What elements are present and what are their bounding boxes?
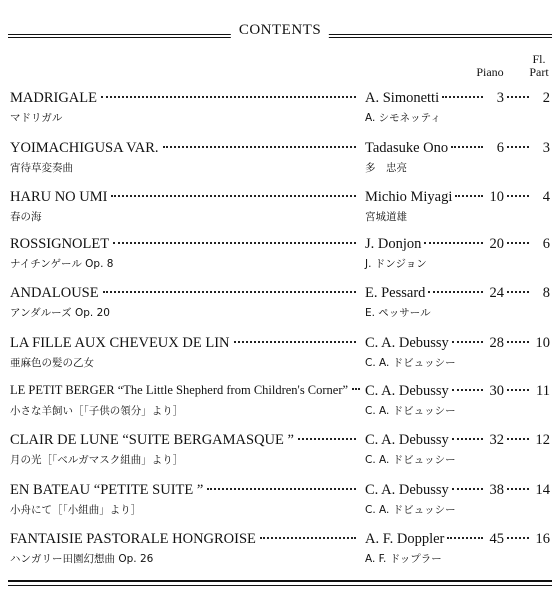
entry-subtitle-jp: 月の光［「ベルガマスク組曲」より］	[10, 454, 184, 466]
leader-dots	[507, 488, 529, 490]
entry-composer-jp: 多 忠亮	[365, 162, 407, 174]
entry-composer: C. A. Debussy	[365, 383, 449, 399]
contents-entry	[10, 335, 550, 375]
entry-title-line	[10, 189, 360, 207]
entry-subtitle-jp: マドリガル	[10, 112, 63, 124]
entry-title-line	[10, 531, 360, 549]
leader-dots	[507, 242, 529, 244]
entry-composer: J. Donjon	[365, 236, 422, 252]
leader-dots	[260, 537, 356, 539]
page-title: CONTENTS	[231, 22, 329, 39]
entry-composer: C. A. Debussy	[365, 335, 449, 351]
entry-composer-jp: J. ドンジョン	[365, 258, 427, 270]
leader-dots	[298, 438, 356, 440]
entry-title: FANTAISIE PASTORALE HONGROISE	[10, 531, 256, 547]
entry-composer-line	[365, 482, 550, 499]
flute-page-number: 14	[535, 482, 550, 498]
entry-title-line	[10, 432, 360, 450]
entry-title-line	[10, 90, 360, 108]
leader-dots	[507, 96, 529, 98]
entry-subtitle-jp: 宵待草変奏曲	[10, 162, 73, 174]
leader-dots	[103, 291, 356, 293]
flute-header-line2: Part	[529, 65, 549, 79]
leader-dots	[507, 438, 529, 440]
piano-page-number: 28	[489, 335, 504, 351]
entry-composer-jp: C. A. ドビュッシー	[365, 357, 456, 369]
entry-title-line	[10, 383, 360, 401]
contents-entry	[10, 482, 550, 522]
entry-composer-line	[365, 285, 550, 302]
leader-dots	[101, 96, 356, 98]
piano-page-number: 32	[489, 432, 504, 448]
entry-composer: C. A. Debussy	[365, 482, 449, 498]
contents-entry	[10, 531, 550, 571]
entry-composer: A. F. Doppler	[365, 531, 445, 547]
leader-dots	[452, 341, 483, 343]
piano-page-number: 3	[496, 90, 504, 106]
contents-entry	[10, 432, 550, 472]
flute-page-number: 11	[536, 383, 550, 399]
leader-dots	[113, 242, 356, 244]
leader-dots	[507, 195, 529, 197]
entry-composer-jp: E. ペッサール	[365, 307, 431, 319]
entry-title-line	[10, 140, 360, 158]
entry-title-line	[10, 482, 360, 500]
entry-title: LE PETIT BERGER “The Little Shepherd from Children's Corner”	[10, 383, 349, 397]
entry-composer-jp: C. A. ドビュッシー	[365, 405, 456, 417]
entry-title-line	[10, 285, 360, 303]
flute-page-number: 3	[542, 140, 550, 156]
entry-composer: Tadasuke Ono	[365, 140, 449, 156]
leader-dots	[111, 195, 356, 197]
bottom-rule-thin	[8, 585, 552, 586]
entry-composer-line	[365, 531, 550, 548]
flute-page-number: 12	[535, 432, 550, 448]
entry-composer: Michio Miyagi	[365, 189, 453, 205]
entry-composer: C. A. Debussy	[365, 432, 449, 448]
piano-page-number: 30	[489, 383, 504, 399]
entry-title: ANDALOUSE	[10, 285, 99, 301]
leader-dots	[428, 291, 483, 293]
bottom-rule-thick	[8, 580, 552, 582]
entry-subtitle-jp: 春の海	[10, 211, 42, 223]
entry-composer-jp: 宮城道雄	[365, 211, 407, 223]
entry-composer-jp: C. A. ドビュッシー	[365, 504, 456, 516]
entry-subtitle-jp: 亜麻色の髪の乙女	[10, 357, 94, 369]
entry-title: HARU NO UMI	[10, 189, 108, 205]
entry-composer-line	[365, 140, 550, 157]
contents-title-bar	[8, 22, 552, 48]
leader-dots	[424, 242, 483, 244]
piano-page-number: 24	[489, 285, 504, 301]
entry-title: MADRIGALE	[10, 90, 97, 106]
piano-page-number: 45	[489, 531, 504, 547]
flute-page-number: 16	[535, 531, 550, 547]
leader-dots	[507, 389, 529, 391]
flute-header-line1: Fl.	[532, 52, 546, 66]
leader-dots	[451, 146, 483, 148]
leader-dots	[507, 146, 529, 148]
leader-dots	[507, 341, 529, 343]
entry-composer-line	[365, 236, 550, 253]
contents-entry	[10, 189, 550, 229]
flute-page-number: 2	[542, 90, 550, 106]
piano-page-number: 10	[489, 189, 504, 205]
leader-dots	[447, 537, 483, 539]
flute-column-header	[522, 53, 556, 79]
entry-composer-line	[365, 383, 550, 400]
entry-composer-jp: C. A. ドビュッシー	[365, 454, 456, 466]
entry-subtitle-jp: ナイチンゲール Op. 8	[10, 258, 114, 270]
leader-dots	[452, 389, 483, 391]
leader-dots	[507, 537, 529, 539]
entry-subtitle-jp: アンダルーズ Op. 20	[10, 307, 110, 319]
entry-title: ROSSIGNOLET	[10, 236, 110, 252]
contents-entry	[10, 90, 550, 130]
leader-dots	[163, 146, 356, 148]
leader-dots	[452, 438, 483, 440]
contents-entry	[10, 383, 550, 423]
leader-dots	[352, 388, 360, 390]
piano-column-header: Piano	[476, 65, 504, 79]
leader-dots	[455, 195, 483, 197]
entry-title-line	[10, 236, 360, 254]
entry-subtitle-jp: ハンガリー田園幻想曲 Op. 26	[10, 553, 154, 565]
leader-dots	[234, 341, 357, 343]
leader-dots	[507, 291, 529, 293]
entry-subtitle-jp: 小さな羊飼い［「子供の領分」より］	[10, 405, 184, 417]
leader-dots	[207, 488, 356, 490]
contents-entry	[10, 140, 550, 180]
piano-page-number: 38	[489, 482, 504, 498]
flute-page-number: 10	[535, 335, 550, 351]
entry-title: LA FILLE AUX CHEVEUX DE LIN	[10, 335, 230, 351]
piano-page-number: 6	[496, 140, 504, 156]
entry-title: CLAIR DE LUNE “SUITE BERGAMASQUE ”	[10, 432, 294, 448]
entry-subtitle-jp: 小舟にて［「小組曲」より］	[10, 504, 142, 516]
entry-title: YOIMACHIGUSA VAR.	[10, 140, 159, 156]
contents-entry	[10, 236, 550, 276]
contents-entry	[10, 285, 550, 325]
entry-composer-line	[365, 335, 550, 352]
entry-title: EN BATEAU “PETITE SUITE ”	[10, 482, 204, 498]
entry-composer-line	[365, 90, 550, 107]
flute-page-number: 8	[542, 285, 550, 301]
entry-title-line	[10, 335, 360, 353]
leader-dots	[442, 96, 483, 98]
flute-page-number: 6	[542, 236, 550, 252]
entry-composer-line	[365, 189, 550, 206]
piano-page-number: 20	[489, 236, 504, 252]
entry-composer-jp: A. F. ドップラー	[365, 553, 442, 565]
entry-composer: A. Simonetti	[365, 90, 440, 106]
entry-composer: E. Pessard	[365, 285, 426, 301]
entry-composer-jp: A. シモネッティ	[365, 112, 441, 124]
entry-composer-line	[365, 432, 550, 449]
flute-page-number: 4	[542, 189, 550, 205]
leader-dots	[452, 488, 483, 490]
